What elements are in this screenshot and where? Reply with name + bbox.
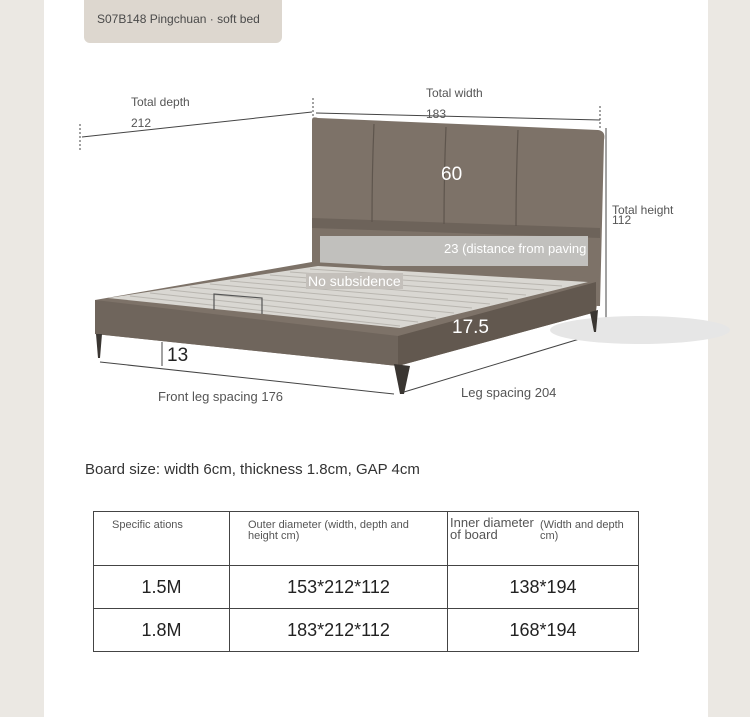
width-line [316, 113, 600, 120]
header-outer: Outer diameter (width, depth and height cm) [230, 512, 448, 566]
total-width-label: Total width [426, 86, 483, 100]
table-row [94, 566, 639, 609]
product-title: S07B148 Pingchuan · soft bed [84, 0, 282, 43]
header-spec: Specific ations [94, 512, 230, 566]
cell-outer: 183*212*112 [230, 609, 448, 652]
cell-size: 1.8M [94, 609, 230, 652]
leg-front-left [96, 334, 102, 358]
leg-height-value: 13 [167, 345, 189, 366]
cell-size: 1.5M [94, 566, 230, 609]
header-inner-b: (Width and depth cm) [540, 519, 624, 542]
spec-table [93, 511, 639, 652]
headboard-height-value: 60 [441, 164, 463, 185]
leg-front-right [394, 364, 410, 394]
header-inner [448, 512, 639, 566]
total-width-value: 183 [426, 107, 447, 121]
board-size-text: Board size: width 6cm, thickness 1.8cm, GAP 4cm [85, 461, 420, 478]
total-depth-value: 212 [131, 116, 152, 130]
total-depth-label: Total depth [131, 95, 190, 109]
header-inner-a: Inner diameter of board [450, 515, 534, 542]
cell-outer: 153*212*112 [230, 566, 448, 609]
depth-line [82, 112, 312, 137]
table-row [94, 609, 639, 652]
leg-spacing-label: Leg spacing 204 [461, 385, 557, 400]
cell-inner: 138*194 [448, 566, 639, 609]
no-subsidence-label: No subsidence [308, 273, 401, 289]
table-header-row [94, 512, 639, 566]
total-height-value: 112 [612, 213, 632, 227]
cell-inner: 168*194 [448, 609, 639, 652]
front-leg-spacing-label: Front leg spacing 176 [158, 389, 284, 404]
frame-height-value: 17.5 [452, 317, 489, 338]
total-height-label: Total height [612, 203, 674, 217]
paving-distance-label: 23 (distance from paving [444, 241, 587, 256]
